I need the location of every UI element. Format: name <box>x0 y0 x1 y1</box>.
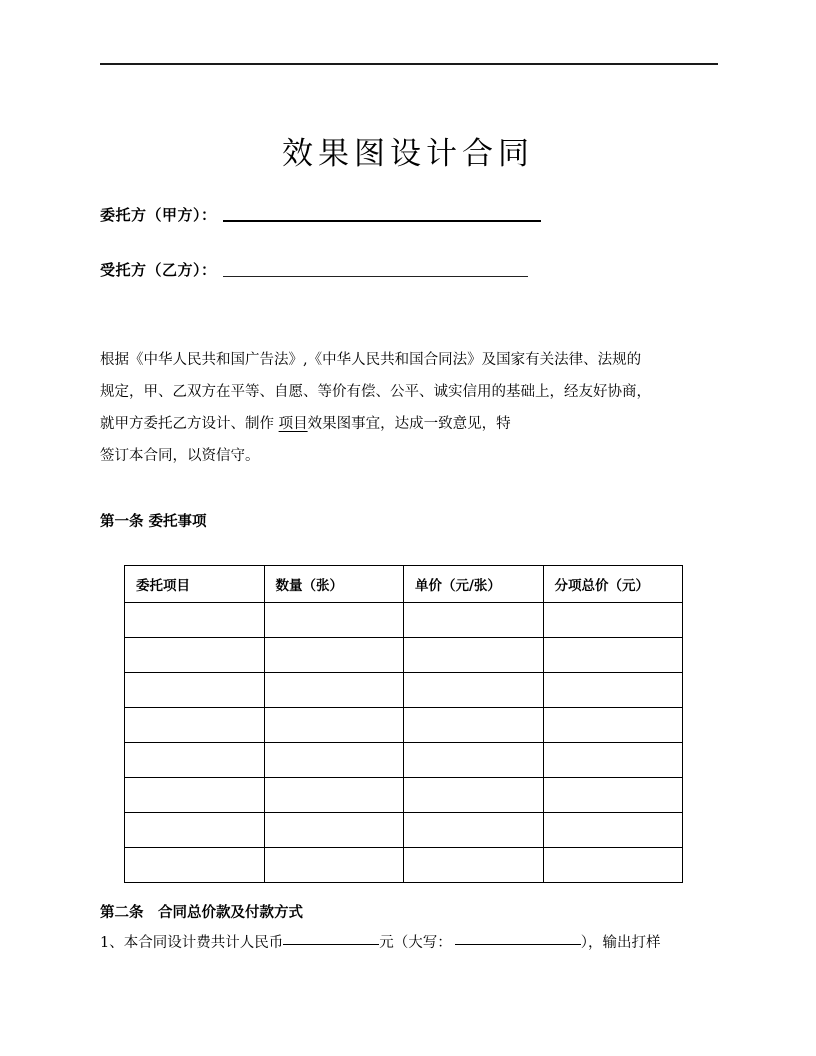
table-cell[interactable] <box>543 638 683 673</box>
table-header-row <box>125 566 683 603</box>
table-row[interactable] <box>125 603 683 638</box>
table-cell[interactable] <box>264 813 404 848</box>
amount-in-words-blank-field[interactable] <box>455 944 581 945</box>
preamble-line-1: 根据《中华人民共和国广告法》,《中华人民共和国合同法》及国家有关法律、法规的 <box>100 352 642 368</box>
total-amount-blank-field[interactable] <box>283 944 379 945</box>
table-cell[interactable] <box>264 638 404 673</box>
table-cell[interactable] <box>264 743 404 778</box>
table-cell[interactable] <box>125 673 265 708</box>
table-cell[interactable] <box>125 638 265 673</box>
table-cell[interactable] <box>404 743 544 778</box>
table-header-cell: 数量（张） <box>264 566 404 603</box>
table-row[interactable] <box>125 638 683 673</box>
table-cell[interactable] <box>543 778 683 813</box>
table-body <box>125 566 683 883</box>
table-cell[interactable] <box>264 708 404 743</box>
preamble-line-4: 签订本合同，以资信守。 <box>100 448 260 464</box>
table-cell[interactable] <box>404 778 544 813</box>
table-cell[interactable] <box>543 708 683 743</box>
preamble-line-3-prefix: 就甲方委托乙方设计、制作 <box>100 416 274 432</box>
header-divider-rule <box>100 63 718 65</box>
table-cell[interactable] <box>543 603 683 638</box>
table-cell[interactable] <box>125 708 265 743</box>
table-cell[interactable] <box>125 813 265 848</box>
clause-1-heading: 第一条 委托事项 <box>100 513 207 530</box>
page-title: 效果图设计合同 <box>282 136 534 172</box>
table-cell[interactable] <box>404 638 544 673</box>
table-cell[interactable] <box>543 813 683 848</box>
table-cell[interactable] <box>264 848 404 883</box>
preamble-paragraph <box>100 344 718 472</box>
client-party-line <box>100 204 541 225</box>
table-cell[interactable] <box>125 848 265 883</box>
clause-2-item-1-suffix: ），输出打样 <box>580 935 661 951</box>
project-name-blank-field[interactable]: 项目 <box>278 416 308 432</box>
client-party-label: 委托方（甲方）： <box>100 206 217 224</box>
table-cell[interactable] <box>125 603 265 638</box>
table-cell[interactable] <box>543 743 683 778</box>
table-cell[interactable] <box>125 743 265 778</box>
preamble-line-2: 规定，甲、乙双方在平等、自愿、等价有偿、公平、诚实信用的基础上，经友好协商， <box>100 384 651 400</box>
table-row[interactable] <box>125 708 683 743</box>
table-cell[interactable] <box>264 603 404 638</box>
table-header-cell: 委托项目 <box>125 566 265 603</box>
contractor-name-blank-field[interactable] <box>223 276 528 277</box>
table-cell[interactable] <box>404 603 544 638</box>
table-row[interactable] <box>125 778 683 813</box>
table-cell[interactable] <box>125 778 265 813</box>
contractor-party-line <box>100 259 528 280</box>
table-row[interactable] <box>125 813 683 848</box>
table-row[interactable] <box>125 743 683 778</box>
preamble-line-3-rest <box>279 416 511 432</box>
contractor-party-label: 受托方（乙方）： <box>100 261 217 279</box>
table-cell[interactable] <box>543 673 683 708</box>
table-cell[interactable] <box>264 673 404 708</box>
table-cell[interactable] <box>404 673 544 708</box>
clause-2-heading: 第二条 合同总价款及付款方式 <box>100 904 303 921</box>
table-cell[interactable] <box>543 848 683 883</box>
client-name-blank-field[interactable] <box>223 220 541 222</box>
table-cell[interactable] <box>404 848 544 883</box>
clause-2-item-1 <box>100 931 724 952</box>
table-header-cell: 分项总价（元） <box>543 566 683 603</box>
preamble-line-3 <box>100 408 718 440</box>
table-row[interactable] <box>125 673 683 708</box>
table-cell[interactable] <box>404 813 544 848</box>
table-row[interactable] <box>125 848 683 883</box>
preamble-line-3-suffix: 效果图事宜，达成一致意见，特 <box>307 416 511 432</box>
commission-items-table <box>124 565 683 883</box>
clause-2-item-1-prefix: 1、本合同设计费共计人民币 <box>100 935 284 951</box>
clause-2-item-1-mid: 元（大写： <box>379 935 452 951</box>
table-cell[interactable] <box>404 708 544 743</box>
table-cell[interactable] <box>264 778 404 813</box>
table-header-cell: 单价（元/张） <box>404 566 544 603</box>
